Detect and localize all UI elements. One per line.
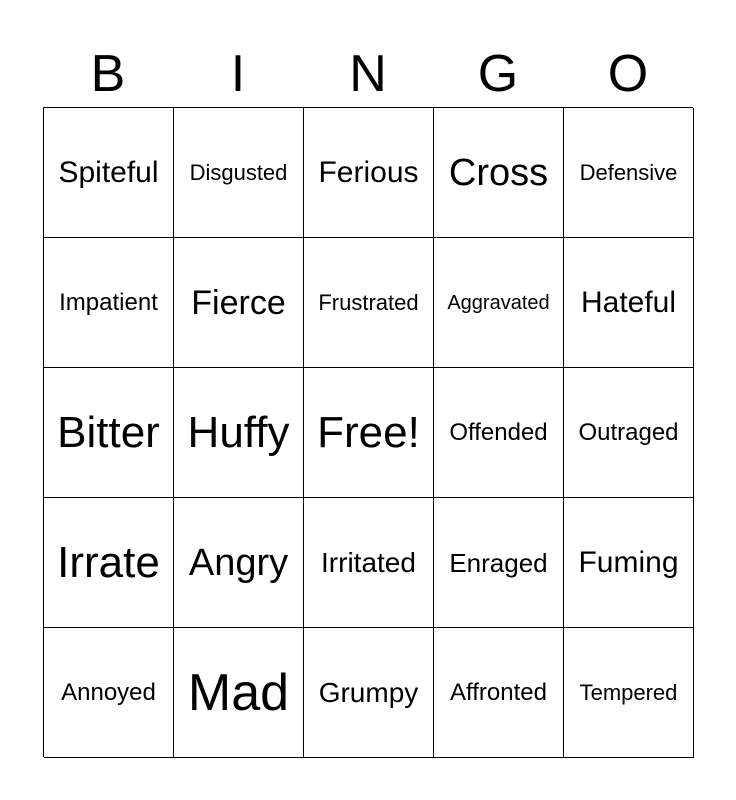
- bingo-cell-r5-c5[interactable]: Tempered: [564, 628, 694, 758]
- bingo-cell-r1-c5[interactable]: Defensive: [564, 108, 694, 238]
- bingo-cell-r5-c1[interactable]: Annoyed: [44, 628, 174, 758]
- header-letter-g: G: [477, 45, 519, 103]
- bingo-cell-r1-c4[interactable]: Cross: [434, 108, 564, 238]
- bingo-cell-r4-c1[interactable]: Irrate: [44, 498, 174, 628]
- bingo-cell-r1-c1[interactable]: Spiteful: [44, 108, 174, 238]
- bingo-cell-r3-c5[interactable]: Outraged: [564, 368, 694, 498]
- bingo-cell-r2-c3[interactable]: Frustrated: [304, 238, 434, 368]
- bingo-cell-r2-c2[interactable]: Fierce: [174, 238, 304, 368]
- header-letter-b: B: [90, 45, 126, 103]
- bingo-header: [43, 44, 693, 104]
- bingo-cell-r3-c4[interactable]: Offended: [434, 368, 564, 498]
- bingo-cell-r1-c3[interactable]: Ferious: [304, 108, 434, 238]
- bingo-cell-r2-c5[interactable]: Hateful: [564, 238, 694, 368]
- bingo-cell-r5-c4[interactable]: Affronted: [434, 628, 564, 758]
- bingo-cell-r5-c2[interactable]: Mad: [174, 628, 304, 758]
- bingo-cell-r4-c3[interactable]: Irritated: [304, 498, 434, 628]
- bingo-cell-r4-c4[interactable]: Enraged: [434, 498, 564, 628]
- bingo-cell-r4-c2[interactable]: Angry: [174, 498, 304, 628]
- bingo-board: [43, 107, 693, 757]
- bingo-cell-r1-c2[interactable]: Disgusted: [174, 108, 304, 238]
- bingo-cell-r2-c4[interactable]: Aggravated: [434, 238, 564, 368]
- header-letter-n: N: [349, 45, 387, 103]
- header-letter-i: I: [230, 45, 246, 103]
- bingo-cell-r3-c3-free[interactable]: Free!: [304, 368, 434, 498]
- bingo-cell-r3-c2[interactable]: Huffy: [174, 368, 304, 498]
- bingo-cell-r5-c3[interactable]: Grumpy: [304, 628, 434, 758]
- bingo-cell-r4-c5[interactable]: Fuming: [564, 498, 694, 628]
- header-letter-o: O: [607, 45, 649, 103]
- bingo-cell-r2-c1[interactable]: Impatient: [44, 238, 174, 368]
- bingo-cell-r3-c1[interactable]: Bitter: [44, 368, 174, 498]
